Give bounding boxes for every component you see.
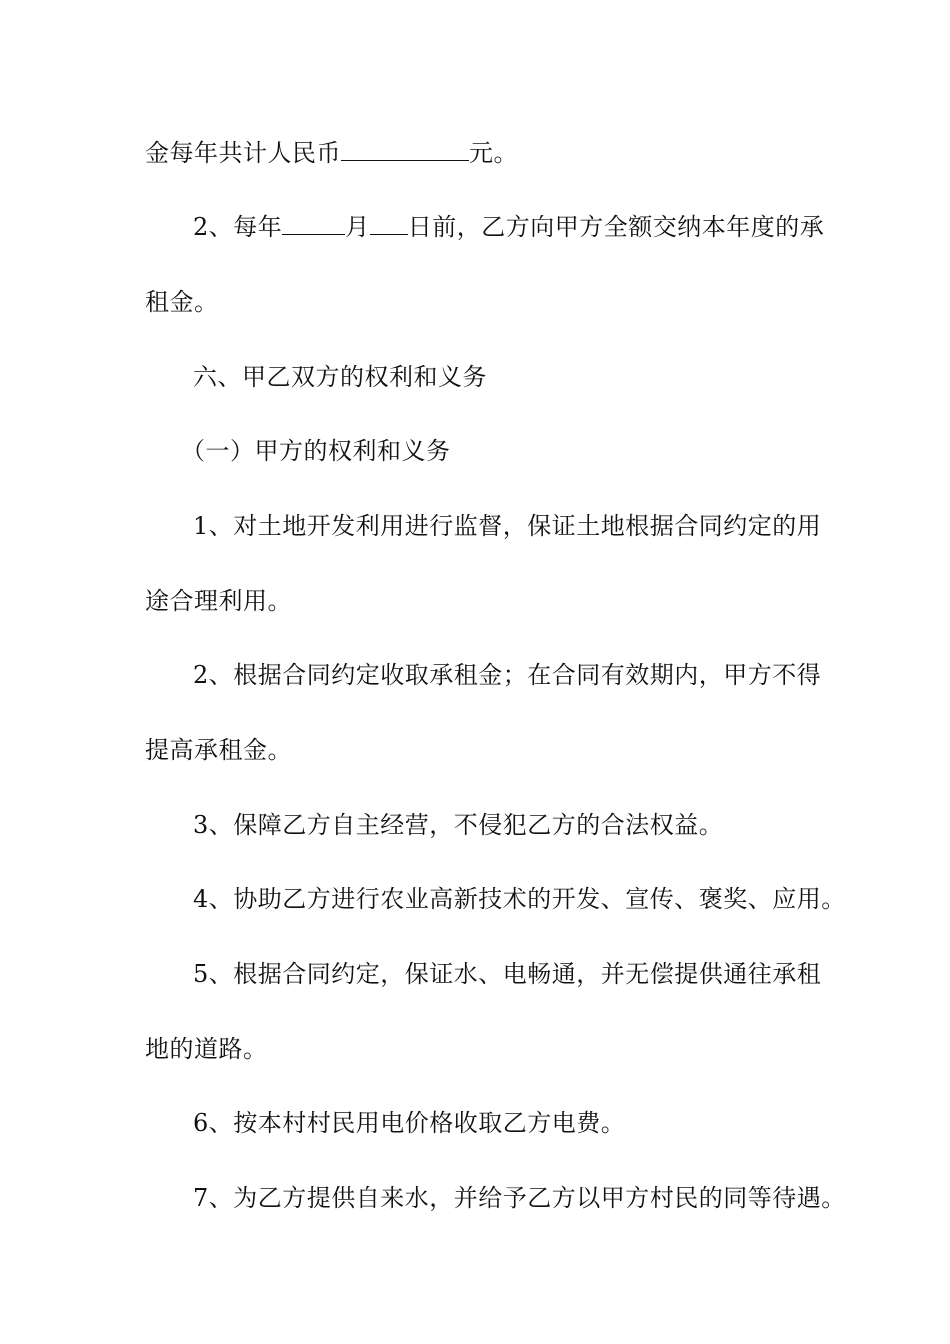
paragraph-line: 提高承租金。 (145, 736, 292, 764)
month-blank (282, 212, 345, 235)
paragraph-line: 3、保障乙方自主经营，不侵犯乙方的合法权益。 (193, 811, 724, 839)
paragraph-line: 4、协助乙方进行农业高新技术的开发、宣传、褒奖、应用。 (193, 885, 846, 913)
paragraph-text: 金每年共计人民币 (145, 139, 341, 167)
amount-blank (341, 138, 469, 161)
paragraph-line: 租金。 (145, 288, 219, 316)
day-blank (370, 212, 408, 235)
paragraph-line: 7、为乙方提供自来水，并给予乙方以甲方村民的同等待遇。 (193, 1184, 846, 1212)
paragraph-line: 2、根据合同约定收取承租金；在合同有效期内，甲方不得 (193, 661, 822, 689)
paragraph-text: 元。 (469, 139, 518, 167)
rent-total-line (145, 138, 518, 168)
paragraph-text: 月 (345, 213, 370, 241)
paragraph-line: 1、对土地开发利用进行监督，保证土地根据合同约定的用 (193, 512, 822, 540)
paragraph-line: 途合理利用。 (145, 587, 292, 615)
paragraph-text: 日前，乙方向甲方全额交纳本年度的承 (407, 213, 825, 241)
paragraph-line: 地的道路。 (145, 1035, 268, 1063)
paragraph-text: 2、每年 (193, 213, 283, 241)
paragraph-line: 6、按本村村民用电价格收取乙方电费。 (193, 1109, 626, 1137)
subsection-heading: （一）甲方的权利和义务 (181, 437, 451, 465)
payment-date-line (193, 212, 824, 242)
paragraph-line: 5、根据合同约定，保证水、电畅通，并无偿提供通往承租 (193, 960, 822, 988)
section-heading: 六、甲乙双方的权利和义务 (193, 363, 487, 391)
